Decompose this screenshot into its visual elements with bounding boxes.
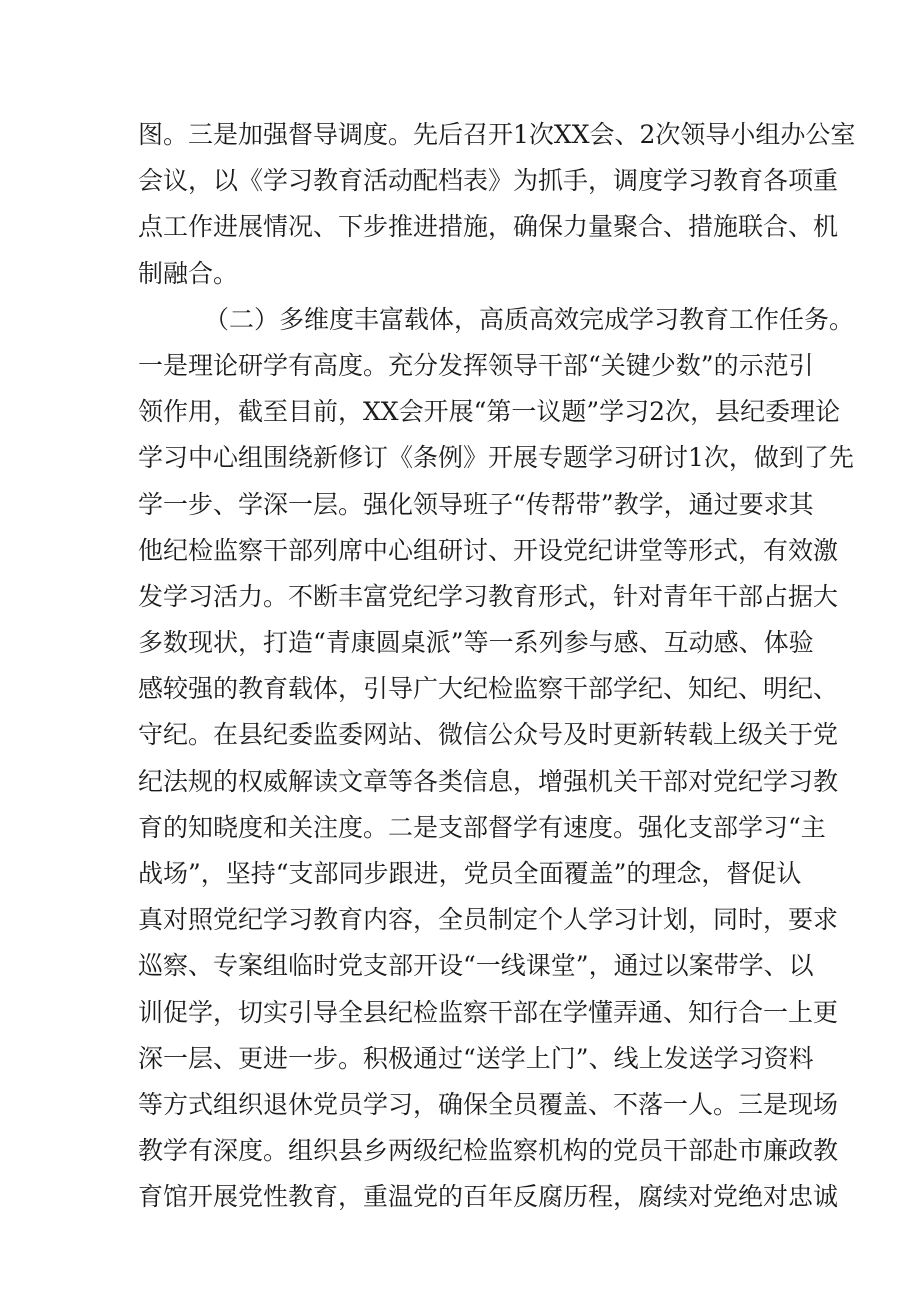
text-line: 教学有深度。组织县乡两级纪检监察机构的党员干部赴市廉政教 [138, 1136, 839, 1166]
text-line: 一是理论研学有高度。充分发挥领导干部“关键少数”的示范引 [138, 350, 814, 380]
text-line: 育馆开展党性教育，重温党的百年反腐历程，腐续对党绝对忠诚 [138, 1182, 839, 1212]
text-line: 学一步、学深一层。强化领导班子“传帮带”教学，通过要求其 [138, 489, 814, 519]
text-line: 领作用，截至目前，XX会开展“第一议题”学习2次，县纪委理论 [138, 397, 841, 427]
section-heading-line: （二）多维度丰富载体，高质高效完成学习教育工作任务。 [204, 304, 855, 334]
text-line: 训促学，切实引导全县纪检监察干部在学懂弄通、知行合一上更 [138, 997, 839, 1027]
text-line: 战场”，坚持“支部同步跟进，党员全面覆盖”的理念，督促认 [138, 859, 802, 888]
text-line: 等方式组织退休党员学习，确保全员覆盖、不落一人。三是现场 [138, 1089, 839, 1119]
text-line: 守纪。在县纪委监委网站、微信公众号及时更新转载上级关于党 [138, 720, 839, 750]
text-line: 深一层、更进一步。积极通过“送学上门”、线上发送学习资料 [138, 1043, 814, 1073]
text-line: 图。三是加强督导调度。先后召开1次XX会、2次领导小组办公室 [138, 120, 856, 149]
body-text [138, 112, 856, 1221]
text-line: 纪法规的权威解读文章等各类信息，增强机关干部对党纪学习教 [138, 766, 839, 796]
text-line: 发学习活力。不断丰富党纪学习教育形式，针对青年干部占据大 [138, 581, 839, 611]
text-line: 他纪检监察干部列席中心组研讨、开设党纪讲堂等形式，有效激 [138, 535, 839, 565]
text-line: 育的知晓度和关注度。二是支部督学有速度。强化支部学习“主 [138, 812, 826, 842]
text-line: 学习中心组围绕新修订《条例》开展专题学习研讨1次，做到了先 [138, 443, 854, 473]
text-line: 巡察、专案组临时党支部开设“一线课堂”，通过以案带学、以 [138, 951, 814, 981]
text-line: 真对照党纪学习教育内容，全员制定个人学习计划，同时，要求 [138, 905, 839, 935]
text-line: 多数现状，打造“青康圆桌派”等一系列参与感、互动感、体验 [138, 628, 814, 658]
text-line: 制融合。 [138, 258, 239, 288]
text-line: 点工作进展情况、下步推进措施，确保力量聚合、措施联合、机 [138, 212, 839, 242]
text-line: 会议，以《学习教育活动配档表》为抓手，调度学习教育各项重 [138, 166, 839, 196]
text-line: 感较强的教育载体，引导广大纪检监察干部学纪、知纪、明纪、 [138, 674, 839, 704]
